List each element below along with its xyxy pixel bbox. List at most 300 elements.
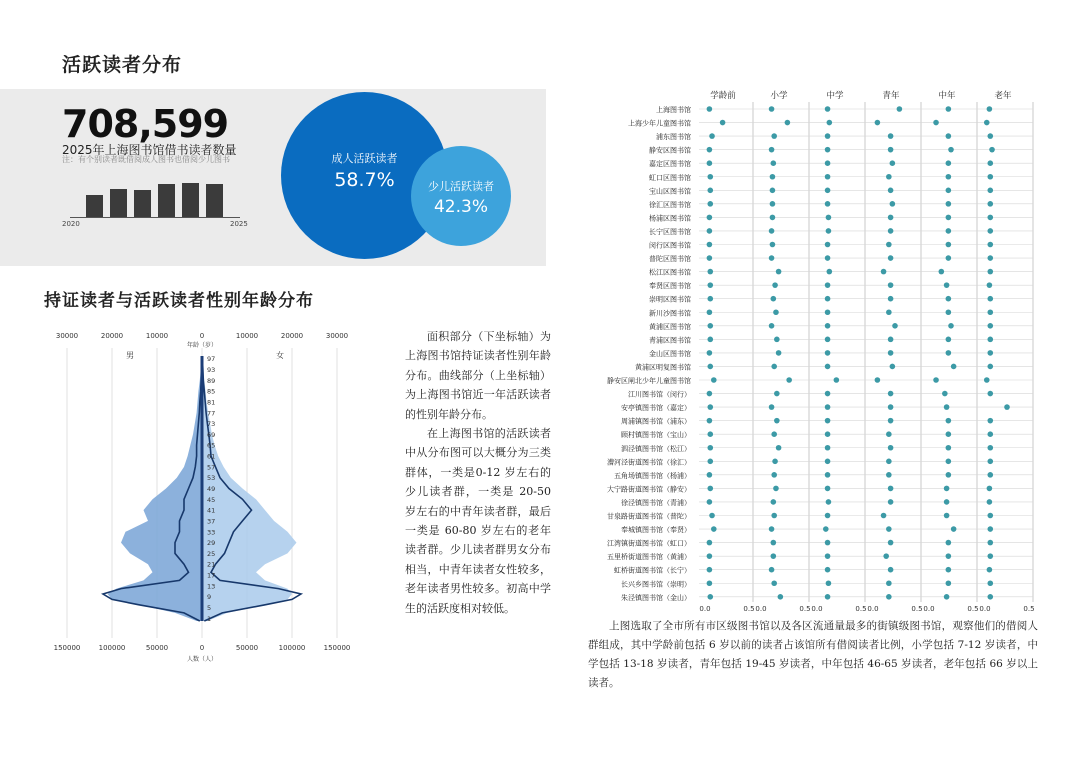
top-tick-label: 0: [199, 332, 205, 340]
data-dot: [707, 486, 713, 492]
data-dot: [707, 553, 713, 559]
data-dot: [770, 201, 776, 207]
data-dot: [987, 459, 993, 465]
data-dot: [826, 215, 832, 221]
data-dot: [946, 540, 952, 546]
data-dot: [987, 269, 993, 275]
data-dot: [886, 526, 892, 532]
data-dot: [825, 350, 831, 356]
library-label: 徐汇区图书馆: [649, 200, 691, 209]
data-dot: [944, 282, 950, 288]
data-dot: [707, 580, 713, 586]
data-dot: [875, 377, 881, 383]
top-tick-label: 20000: [100, 332, 124, 340]
x-tick-label: 0.5: [1023, 605, 1035, 613]
age-tick-label: 85: [207, 387, 216, 396]
data-dot: [707, 431, 713, 437]
x-tick-label: 0.0: [867, 605, 879, 613]
data-dot: [888, 404, 894, 410]
x-tick-label: 0.5: [967, 605, 979, 613]
reader-count-label: 2025年上海图书馆借书读者数量: [62, 143, 237, 157]
data-dot: [825, 553, 831, 559]
data-dot: [771, 499, 777, 505]
group-header: 中学: [826, 91, 844, 101]
data-dot: [984, 377, 990, 383]
bottom-tick-label: 50000: [235, 644, 259, 652]
data-dot: [987, 486, 993, 492]
data-dot: [774, 418, 780, 424]
data-dot: [707, 188, 713, 194]
library-label: 浦东图书馆: [656, 133, 691, 142]
trend-bar: [206, 184, 223, 217]
data-dot: [827, 269, 833, 275]
data-dot: [825, 594, 831, 600]
data-dot: [707, 269, 713, 275]
data-dot: [946, 350, 952, 356]
data-dot: [890, 160, 896, 166]
data-dot: [773, 309, 779, 315]
section-title-active-readers: 活跃读者分布: [62, 54, 183, 76]
library-age-dot-chart: [580, 84, 1040, 614]
data-dot: [881, 269, 887, 275]
trend-bar: [158, 184, 175, 217]
top-tick-label: 10000: [145, 332, 169, 340]
age-tick-label: 73: [207, 420, 216, 429]
male-label: 男: [126, 351, 134, 360]
x-tick-label: 0.5: [855, 605, 867, 613]
data-dot: [951, 364, 957, 370]
data-dot: [707, 364, 713, 370]
data-dot: [707, 337, 713, 343]
data-dot: [987, 255, 993, 261]
data-dot: [933, 120, 939, 126]
library-label: 宝山区图书馆: [649, 187, 691, 196]
data-dot: [888, 418, 894, 424]
pyramid-description: [405, 327, 551, 618]
age-tick-label: 5: [207, 603, 212, 612]
data-dot: [769, 404, 775, 410]
data-dot: [987, 431, 993, 437]
data-dot: [785, 120, 791, 126]
trend-year-start: 2020: [62, 220, 80, 228]
data-dot: [776, 269, 782, 275]
age-tick-label: 17: [207, 571, 216, 580]
data-dot: [888, 133, 894, 139]
data-dot: [707, 160, 713, 166]
data-dot: [888, 499, 894, 505]
library-label: 黄浦区明复图书馆: [635, 363, 691, 372]
data-dot: [707, 418, 713, 424]
bottom-axis-label: 人数（人）: [186, 656, 218, 663]
data-dot: [942, 391, 948, 397]
data-dot: [944, 513, 950, 519]
adult-active-pct: 58.7%: [334, 169, 395, 191]
data-dot: [771, 513, 777, 519]
data-dot: [946, 106, 952, 112]
data-dot: [946, 160, 952, 166]
data-dot: [774, 391, 780, 397]
data-dot: [946, 418, 952, 424]
library-label: 上海图书馆: [656, 106, 691, 114]
x-tick-label: 0.0: [811, 605, 823, 613]
data-dot: [939, 269, 945, 275]
top-tick-label: 30000: [55, 332, 79, 340]
data-dot: [946, 255, 952, 261]
library-label: 青浦区图书馆: [649, 336, 691, 345]
data-dot: [987, 323, 993, 329]
data-dot: [707, 472, 713, 478]
bottom-tick-label: 50000: [145, 644, 169, 652]
top-axis-label: 年龄（岁）: [186, 342, 218, 349]
data-dot: [946, 337, 952, 343]
data-dot: [987, 567, 993, 573]
data-dot: [946, 431, 952, 437]
data-dot: [946, 472, 952, 478]
age-tick-label: 13: [207, 582, 216, 591]
library-label: 奉贤区图书馆: [649, 282, 691, 291]
data-dot: [825, 147, 831, 153]
data-dot: [707, 255, 713, 261]
data-dot: [987, 188, 993, 194]
data-dot: [707, 350, 713, 356]
library-label: 奉城镇图书馆（奉贤）: [621, 526, 691, 535]
data-dot: [987, 350, 993, 356]
data-dot: [707, 391, 713, 397]
data-dot: [825, 323, 831, 329]
data-dot: [707, 540, 713, 546]
paragraph-2: 在上海图书馆的活跃读者中从分布图可以大概分为三类群体，一类是0-12 岁左右的少儿读者群，一类是 20-50 岁左右的中青年读者群，最后一类是 60-80 岁左右的老年读者群。少儿读者群男女分布相当，中青年读者女性较多，老年读者男性较多。初高中学生的活跃度相对较低。: [405, 427, 551, 615]
data-dot: [771, 580, 777, 586]
child-active-label: 少儿活跃读者: [428, 180, 494, 193]
age-tick-label: 37: [207, 517, 216, 526]
library-label: 徐泾镇图书馆（青浦）: [621, 498, 691, 507]
data-dot: [888, 445, 894, 451]
data-dot: [707, 242, 713, 248]
data-dot: [946, 228, 952, 234]
data-dot: [771, 296, 777, 302]
library-label: 甘泉路街道图书馆（普陀）: [607, 512, 691, 521]
data-dot: [825, 282, 831, 288]
library-label: 松江区图书馆: [649, 268, 691, 277]
data-dot: [771, 431, 777, 437]
x-tick-label: 0.5: [911, 605, 923, 613]
age-tick-label: 97: [207, 355, 216, 364]
library-label: 普陀区图书馆: [649, 255, 691, 264]
data-dot: [707, 228, 713, 234]
data-dot: [825, 364, 831, 370]
data-dot: [987, 364, 993, 370]
library-label: 金山区图书馆: [649, 349, 691, 358]
data-dot: [888, 337, 894, 343]
data-dot: [707, 106, 713, 112]
group-header: 学龄前: [710, 91, 736, 101]
age-tick-label: 41: [207, 506, 216, 515]
library-label: 泗泾镇图书馆（松江）: [621, 444, 691, 453]
data-dot: [707, 215, 713, 221]
age-tick-label: 69: [207, 430, 216, 439]
data-dot: [825, 445, 831, 451]
data-dot: [771, 553, 777, 559]
data-dot: [944, 486, 950, 492]
data-dot: [825, 459, 831, 465]
data-dot: [825, 540, 831, 546]
data-dot: [987, 201, 993, 207]
bottom-tick-label: 150000: [323, 644, 351, 652]
group-header: 小学: [770, 91, 788, 101]
data-dot: [778, 594, 784, 600]
data-dot: [987, 296, 993, 302]
data-dot: [886, 242, 892, 248]
data-dot: [826, 580, 832, 586]
x-tick-label: 0.0: [979, 605, 991, 613]
library-label: 江湾镇街道图书馆（虹口）: [607, 539, 691, 548]
data-dot: [711, 526, 717, 532]
data-dot: [946, 133, 952, 139]
data-dot: [946, 201, 952, 207]
library-label: 虹桥街道图书馆（长宁）: [614, 566, 691, 575]
child-active-readers-bubble: [411, 146, 511, 246]
data-dot: [770, 242, 776, 248]
data-dot: [786, 377, 792, 383]
female-registered-area: [202, 359, 297, 621]
data-dot: [886, 431, 892, 437]
group-header: 中年: [938, 91, 956, 101]
top-tick-label: 30000: [325, 332, 349, 340]
library-label: 上海少年儿童图书馆: [628, 119, 691, 128]
data-dot: [825, 513, 831, 519]
data-dot: [987, 513, 993, 519]
library-label: 五角场镇图书馆（杨浦）: [614, 471, 691, 480]
data-dot: [888, 282, 894, 288]
data-dot: [888, 391, 894, 397]
age-tick-label: 45: [207, 495, 216, 504]
child-active-pct: 42.3%: [433, 197, 488, 217]
data-dot: [825, 472, 831, 478]
library-label: 大宁路街道图书馆（静安）: [607, 485, 691, 494]
data-dot: [825, 391, 831, 397]
data-dot: [825, 201, 831, 207]
library-label: 安亭镇图书馆（嘉定）: [621, 404, 691, 413]
data-dot: [946, 459, 952, 465]
age-tick-label: 77: [207, 409, 216, 418]
data-dot: [707, 445, 713, 451]
data-dot: [773, 486, 779, 492]
library-label: 五里桥街道图书馆（黄浦）: [607, 553, 691, 562]
data-dot: [769, 526, 775, 532]
data-dot: [886, 594, 892, 600]
group-header: 老年: [994, 91, 1012, 101]
data-dot: [772, 282, 778, 288]
data-dot: [720, 120, 726, 126]
data-dot: [770, 174, 776, 180]
data-dot: [987, 526, 993, 532]
bottom-tick-label: 100000: [98, 644, 126, 652]
dot-chart-caption: [588, 617, 1038, 693]
reader-count-value: 708,599: [62, 102, 229, 146]
data-dot: [771, 540, 777, 546]
data-dot: [826, 228, 832, 234]
data-dot: [946, 309, 952, 315]
data-dot: [711, 377, 717, 383]
library-label: 崇明区图书馆: [649, 295, 691, 304]
data-dot: [946, 296, 952, 302]
data-dot: [944, 594, 950, 600]
data-dot: [771, 160, 777, 166]
data-dot: [707, 296, 713, 302]
data-dot: [890, 364, 896, 370]
data-dot: [825, 106, 831, 112]
data-dot: [948, 323, 954, 329]
trend-bar: [182, 183, 199, 217]
data-dot: [886, 459, 892, 465]
data-dot: [769, 147, 775, 153]
age-tick-label: 33: [207, 528, 216, 537]
age-tick-label: 81: [207, 398, 216, 407]
data-dot: [707, 282, 713, 288]
age-tick-label: 25: [207, 549, 216, 558]
data-dot: [888, 188, 894, 194]
female-label: 女: [276, 351, 284, 360]
data-dot: [888, 147, 894, 153]
x-tick-label: 0.5: [799, 605, 811, 613]
library-label: 黄浦区图书馆: [649, 322, 691, 331]
data-dot: [827, 120, 833, 126]
library-label: 漕河泾街道图书馆（徐汇）: [607, 458, 691, 467]
data-dot: [881, 513, 887, 519]
data-dot: [770, 188, 776, 194]
data-dot: [890, 201, 896, 207]
data-dot: [1004, 404, 1010, 410]
data-dot: [987, 553, 993, 559]
data-dot: [707, 147, 713, 153]
data-dot: [987, 133, 993, 139]
data-dot: [987, 580, 993, 586]
library-label: 静安区图书馆: [649, 146, 691, 155]
age-tick-label: 29: [207, 539, 216, 548]
data-dot: [987, 337, 993, 343]
library-label: 长宁区图书馆: [649, 227, 691, 236]
trend-bar: [134, 190, 151, 217]
data-dot: [774, 337, 780, 343]
data-dot: [707, 459, 713, 465]
data-dot: [987, 282, 993, 288]
data-dot: [888, 567, 894, 573]
age-tick-label: 57: [207, 463, 216, 472]
library-label: 顾村镇图书馆（宝山）: [621, 431, 691, 440]
paragraph-1: 面积部分（下坐标轴）为上海图书馆持证读者性别年龄分布。曲线部分（上坐标轴）为上海图书馆近一年活跃读者的性别年龄分布。: [405, 330, 551, 421]
data-dot: [707, 309, 713, 315]
caption-text: 上图选取了全市所有市区级图书馆以及各区流通量最多的街镇级图书馆，观察他们的借阅人群组成，其中学龄前包括 6 岁以前的读者占该馆所有借阅读者比例，小学包括 7-12 岁读者，中学包括 13-18 岁读者，青年包括 19-45 岁读者，中年包括 46-65 岁读者，老年包括 66 岁以上读者。: [588, 620, 1038, 689]
data-dot: [707, 201, 713, 207]
age-tick-label: 1: [207, 614, 212, 623]
library-label: 虹口区图书馆: [649, 173, 691, 182]
age-tick-label: 93: [207, 366, 216, 375]
data-dot: [771, 472, 777, 478]
data-dot: [707, 323, 713, 329]
trend-bar: [86, 195, 103, 217]
age-tick-label: 9: [207, 593, 212, 602]
data-dot: [987, 594, 993, 600]
bottom-tick-label: 100000: [278, 644, 306, 652]
data-dot: [944, 499, 950, 505]
data-dot: [769, 228, 775, 234]
age-tick-label: 89: [207, 376, 216, 385]
library-label: 嘉定区图书馆: [649, 160, 691, 169]
bottom-tick-label: 0: [199, 644, 205, 652]
data-dot: [946, 553, 952, 559]
data-dot: [707, 174, 713, 180]
data-dot: [707, 594, 713, 600]
library-label: 杨浦区图书馆: [649, 214, 691, 223]
data-dot: [888, 350, 894, 356]
data-dot: [987, 228, 993, 234]
data-dot: [989, 147, 995, 153]
data-dot: [709, 133, 715, 139]
library-label: 周浦镇图书馆（浦东）: [621, 417, 691, 426]
age-tick-label: 65: [207, 441, 216, 450]
data-dot: [987, 160, 993, 166]
data-dot: [825, 174, 831, 180]
data-dot: [888, 296, 894, 302]
data-dot: [772, 459, 778, 465]
data-dot: [823, 526, 829, 532]
data-dot: [886, 472, 892, 478]
data-dot: [834, 377, 840, 383]
data-dot: [825, 160, 831, 166]
age-gender-pyramid-chart: [40, 326, 365, 666]
data-dot: [770, 215, 776, 221]
trend-year-end: 2025: [230, 220, 248, 228]
age-tick-label: 49: [207, 485, 216, 493]
data-dot: [987, 215, 993, 221]
data-dot: [987, 472, 993, 478]
data-dot: [946, 188, 952, 194]
data-dot: [948, 147, 954, 153]
x-tick-label: 0.0: [699, 605, 711, 613]
data-dot: [883, 553, 889, 559]
age-tick-label: 21: [207, 560, 216, 569]
trend-bar: [110, 189, 127, 217]
data-dot: [825, 486, 831, 492]
data-dot: [951, 526, 957, 532]
data-dot: [987, 418, 993, 424]
data-dot: [944, 404, 950, 410]
data-dot: [888, 228, 894, 234]
data-dot: [825, 431, 831, 437]
data-dot: [707, 499, 713, 505]
data-dot: [886, 309, 892, 315]
data-dot: [825, 255, 831, 261]
data-dot: [776, 445, 782, 451]
data-dot: [946, 567, 952, 573]
library-label: 朱泾镇图书馆（金山）: [621, 593, 691, 602]
data-dot: [897, 106, 903, 112]
library-label: 长兴乡图书馆（崇明）: [621, 580, 691, 589]
data-dot: [987, 309, 993, 315]
data-dot: [709, 513, 715, 519]
data-dot: [946, 215, 952, 221]
data-dot: [886, 580, 892, 586]
library-label: 静安区闸北少年儿童图书馆: [607, 377, 691, 385]
data-dot: [769, 323, 775, 329]
data-dot: [769, 106, 775, 112]
data-dot: [769, 567, 775, 573]
top-tick-label: 20000: [280, 332, 304, 340]
top-tick-label: 10000: [235, 332, 259, 340]
data-dot: [987, 242, 993, 248]
data-dot: [946, 242, 952, 248]
data-dot: [825, 404, 831, 410]
